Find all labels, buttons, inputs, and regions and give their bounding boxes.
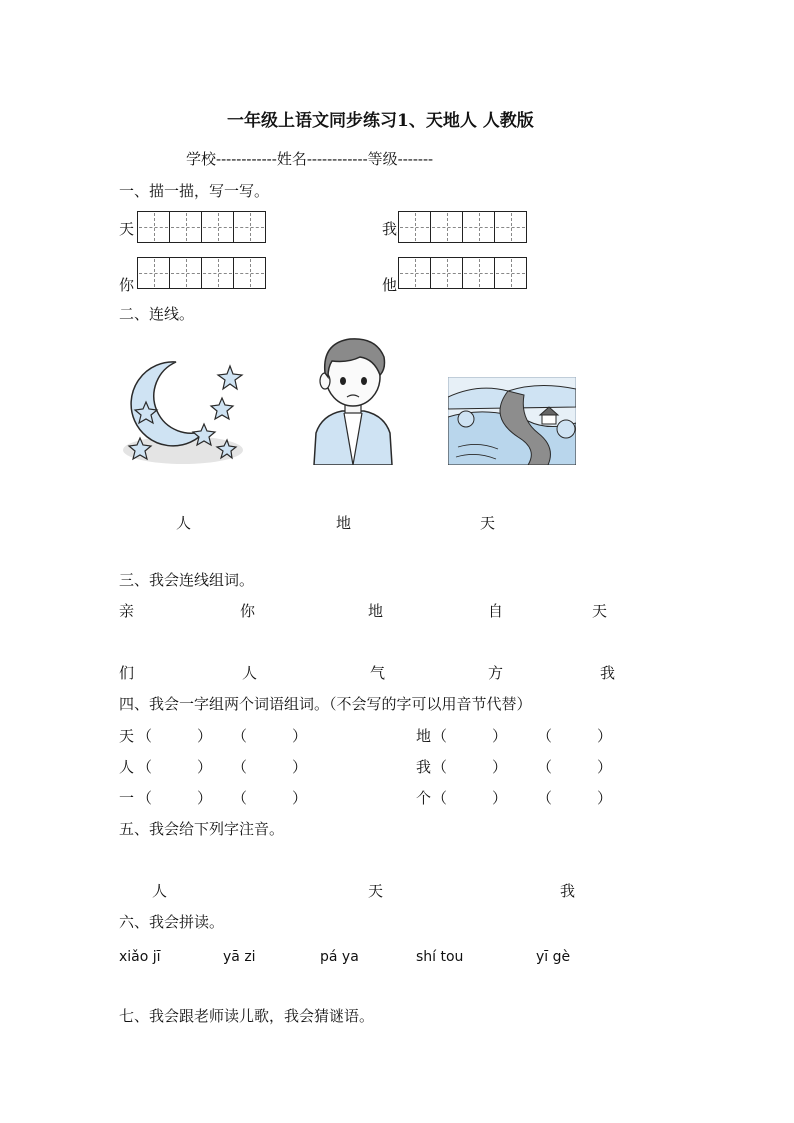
word-char-top[interactable]: 天 [592,602,608,620]
blank-field[interactable]: （ ） [232,758,308,776]
pinyin-word: shí tou [416,949,464,965]
blank-field[interactable]: （ ） [432,758,508,776]
blank-field[interactable]: （ ） [137,758,213,776]
blank-field[interactable]: （ ） [432,789,508,807]
blank-field[interactable]: （ ） [537,789,613,807]
match-label-ren: 人 [176,514,192,532]
writing-grid-tian[interactable] [137,211,266,243]
section-4-heading: 四、我会一字组两个词语组词。（不会写的字可以用音节代替） [119,695,532,713]
word-char-top[interactable]: 你 [240,602,256,620]
pinyin-word: yī gè [536,949,571,965]
word-char-bottom[interactable]: 人 [242,664,258,682]
section-3-heading: 三、我会连线组词。 [119,571,255,589]
word-char-top[interactable]: 自 [488,602,504,620]
trace-char-ta: 他 [382,276,398,294]
compound-char-left: 天 [119,727,135,745]
word-char-bottom[interactable]: 们 [119,664,135,682]
word-char-bottom[interactable]: 我 [600,664,616,682]
trace-char-wo: 我 [382,220,398,238]
section-2-heading: 二、连线。 [119,305,195,323]
word-char-bottom[interactable]: 气 [370,664,386,682]
boy-image [308,333,398,465]
writing-grid-ta[interactable] [398,257,527,289]
blank-field[interactable]: （ ） [232,789,308,807]
word-char-top[interactable]: 亲 [119,602,135,620]
pinyin-char: 天 [368,882,384,900]
pinyin-word: pá ya [320,949,359,965]
blank-field[interactable]: （ ） [137,727,213,745]
writing-grid-wo[interactable] [398,211,527,243]
word-char-bottom[interactable]: 方 [488,664,504,682]
page-title: 一年级上语文同步练习1、天地人 人教版 [227,111,534,131]
blank-field[interactable]: （ ） [432,727,508,745]
landscape-image [448,377,576,465]
student-info-line: 学校------------姓名------------等级------- [186,150,434,168]
match-label-tian: 天 [480,514,496,532]
match-label-di: 地 [336,514,352,532]
blank-field[interactable]: （ ） [137,789,213,807]
section-5-heading: 五、我会给下列字注音。 [119,820,285,838]
section-7-heading: 七、我会跟老师读儿歌，我会猜谜语。 [119,1007,375,1025]
trace-char-tian: 天 [119,220,135,238]
writing-grid-ni[interactable] [137,257,266,289]
word-char-top[interactable]: 地 [368,602,384,620]
moon-stars-image [118,352,248,467]
section-6-heading: 六、我会拼读。 [119,913,225,931]
trace-char-ni: 你 [119,276,135,294]
compound-char-right: 地 [416,727,432,745]
compound-char-left: 一 [119,789,135,807]
blank-field[interactable]: （ ） [537,727,613,745]
pinyin-char: 人 [152,882,168,900]
compound-char-right: 个 [416,789,432,807]
pinyin-word: yā zi [223,949,256,965]
section-1-heading: 一、描一描，写一写。 [119,182,270,200]
pinyin-word: xiǎo jī [119,949,161,965]
compound-char-right: 我 [416,758,432,776]
blank-field[interactable]: （ ） [537,758,613,776]
blank-field[interactable]: （ ） [232,727,308,745]
pinyin-char: 我 [560,882,576,900]
compound-char-left: 人 [119,758,135,776]
